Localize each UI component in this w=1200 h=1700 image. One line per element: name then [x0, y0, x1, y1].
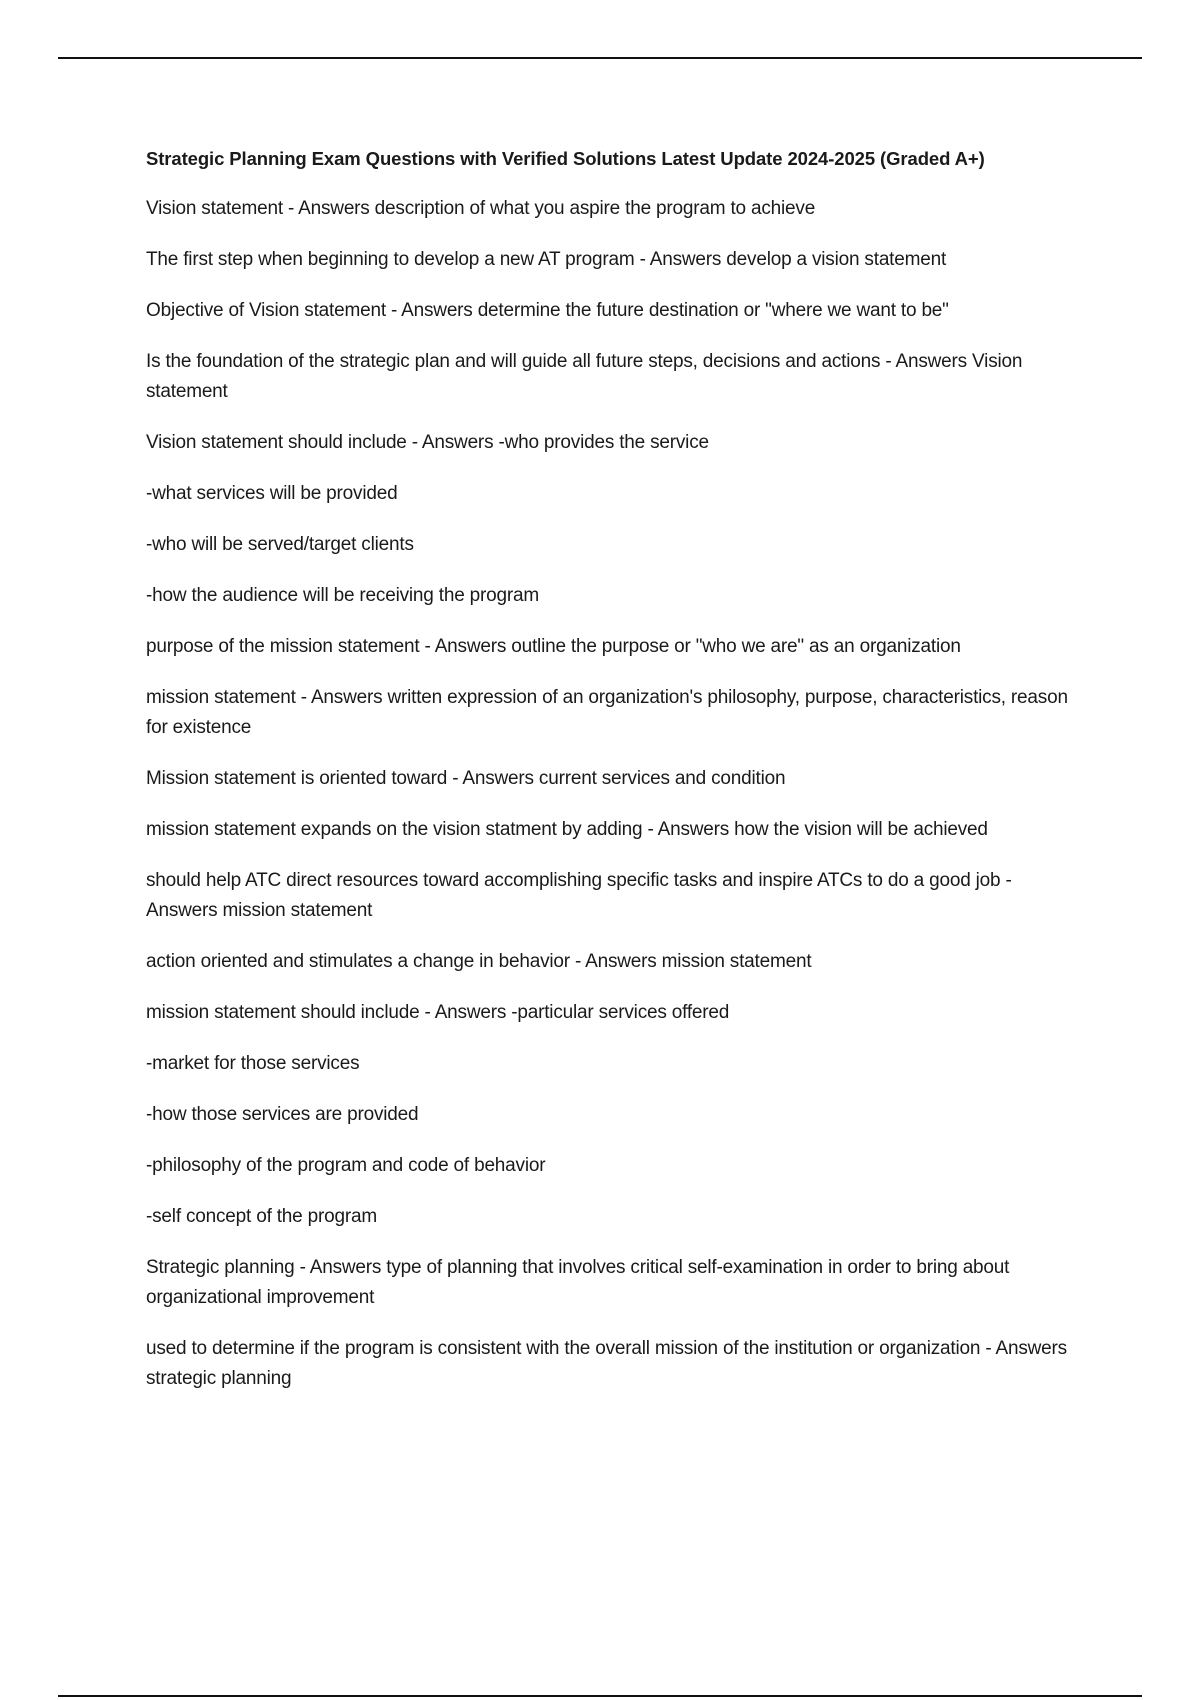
paragraph: mission statement expands on the vision statment by adding - Answers how the vision will be achieved — [146, 819, 988, 840]
document-body — [146, 144, 1086, 1415]
paragraph: Mission statement is oriented toward - Answers current services and condition — [146, 768, 786, 789]
paragraph: mission statement should include - Answers -particular services offered — [146, 1002, 730, 1023]
paragraph: mission statement - Answers written expression of an organization's philosophy, purpose, characteristics, reason for existence — [146, 687, 1068, 738]
paragraph: -how the audience will be receiving the program — [146, 585, 539, 606]
paragraph: Vision statement - Answers description of what you aspire the program to achieve — [146, 198, 816, 219]
paragraph: Vision statement should include - Answers -who provides the service — [146, 432, 709, 453]
paragraph: purpose of the mission statement - Answers outline the purpose or "who we are" as an organization — [146, 636, 961, 657]
paragraph: -self concept of the program — [146, 1206, 377, 1227]
paragraph: Strategic planning - Answers type of planning that involves critical self-examination in order to bring about organizational improvement — [146, 1257, 1010, 1308]
paragraph: -how those services are provided — [146, 1104, 419, 1125]
paragraph: The first step when beginning to develop a new AT program - Answers develop a vision statement — [146, 249, 947, 270]
top-rule — [58, 57, 1142, 59]
paragraph: Is the foundation of the strategic plan and will guide all future steps, decisions and actions - Answers Vision statement — [146, 351, 1023, 402]
bottom-rule — [58, 1695, 1142, 1697]
paragraph: action oriented and stimulates a change in behavior - Answers mission statement — [146, 951, 812, 972]
paragraph: should help ATC direct resources toward accomplishing specific tasks and inspire ATCs to do a good job - Answers mission statement — [146, 870, 1012, 921]
paragraph: -what services will be provided — [146, 483, 398, 504]
paragraph: Objective of Vision statement - Answers determine the future destination or "where we want to be" — [146, 300, 949, 321]
paragraph: -market for those services — [146, 1053, 360, 1074]
paragraph: -philosophy of the program and code of behavior — [146, 1155, 546, 1176]
document-title: Strategic Planning Exam Questions with Verified Solutions Latest Update 2024-2025 (Graded A+) — [146, 148, 985, 169]
paragraph: -who will be served/target clients — [146, 534, 414, 555]
paragraph: used to determine if the program is consistent with the overall mission of the institution or organization - Answers strategic planning — [146, 1338, 1067, 1389]
